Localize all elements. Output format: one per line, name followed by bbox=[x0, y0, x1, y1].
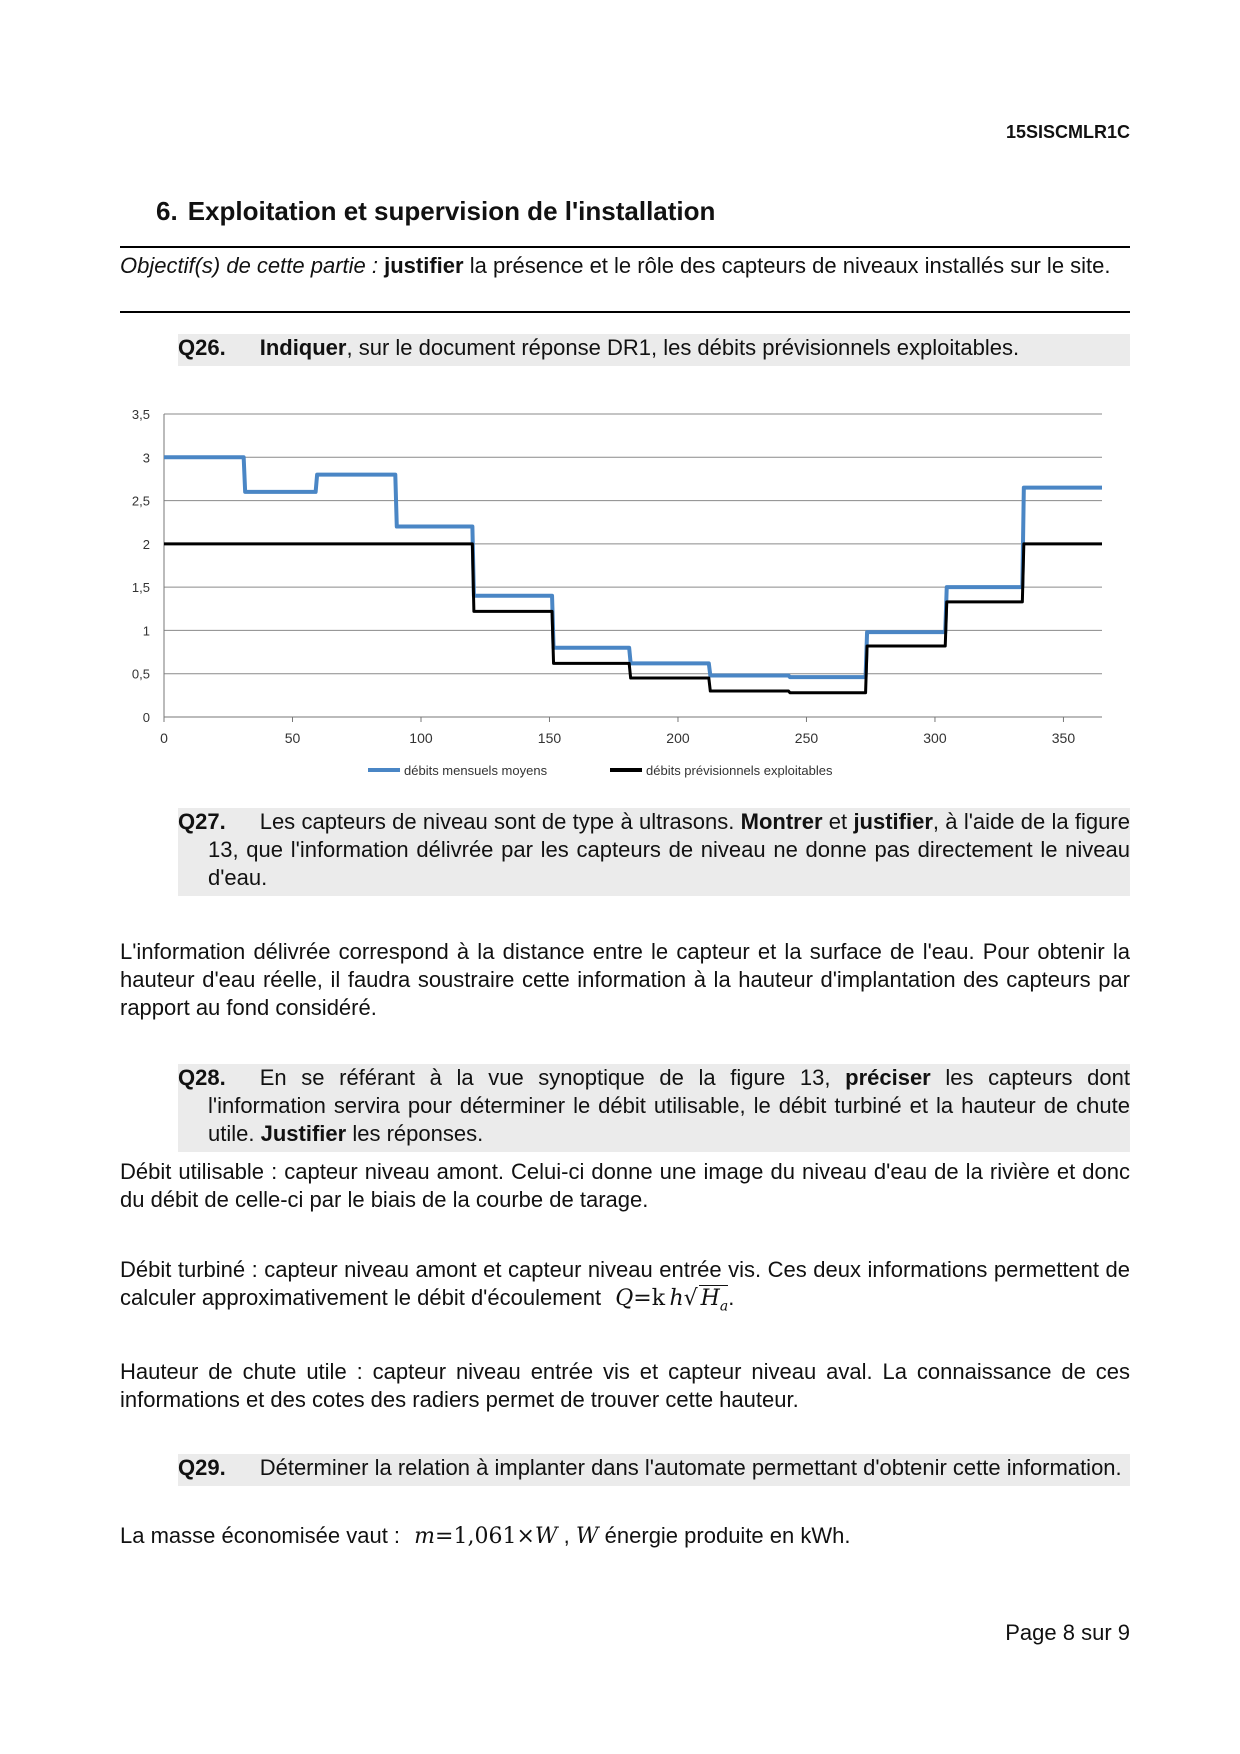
question-text: , à l'aide de la figure 13, que l'information délivrée par les capteurs de niveau ne donne pas directement le niveau d'eau. bbox=[208, 809, 1130, 890]
formula-symbol: Q bbox=[615, 1286, 634, 1311]
formula-symbol: H bbox=[700, 1286, 720, 1311]
answer-text: Débit turbiné : capteur niveau amont et capteur niveau entrée vis. Ces deux informations permettent de calculer approximativement le débit d'écoulement bbox=[120, 1257, 1130, 1310]
x-tick-label: 50 bbox=[284, 730, 301, 746]
question-verb: Indiquer bbox=[259, 335, 347, 360]
x-tick-label: 350 bbox=[1051, 730, 1076, 746]
formula-symbol: m bbox=[414, 1524, 436, 1549]
formula-end: . bbox=[728, 1285, 735, 1310]
question-q26 bbox=[178, 334, 1130, 366]
objective-verb: justifier bbox=[384, 253, 464, 278]
legend-label: débits prévisionnels exploitables bbox=[646, 763, 833, 778]
question-text: En se référant à la vue synoptique de la figure 13, bbox=[259, 1065, 831, 1090]
question-text: les réponses. bbox=[352, 1121, 484, 1146]
question-text: Déterminer la relation à implanter dans l'automate permettant d'obtenir cette information. bbox=[259, 1455, 1122, 1480]
x-tick-label: 250 bbox=[794, 730, 819, 746]
answer-q29 bbox=[120, 1522, 1130, 1551]
y-tick-label: 0 bbox=[142, 710, 150, 725]
page-number: Page 8 sur 9 bbox=[1005, 1620, 1130, 1645]
x-tick-label: 200 bbox=[666, 730, 690, 746]
objective-label: Objectif(s) de cette partie : bbox=[120, 253, 378, 278]
question-number: Q26. bbox=[178, 335, 226, 360]
question-verb: Justifier bbox=[260, 1121, 347, 1146]
question-text: Les capteurs de niveau sont de type à ultrasons. bbox=[259, 809, 735, 834]
question-q28 bbox=[178, 1064, 1130, 1152]
formula-symbol: × bbox=[516, 1524, 535, 1549]
legend-label: débits mensuels moyens bbox=[404, 763, 548, 778]
y-tick-label: 3,5 bbox=[131, 407, 150, 422]
y-tick-label: 2,5 bbox=[131, 493, 150, 509]
question-verb: justifier bbox=[853, 809, 933, 834]
question-text: , sur le document réponse DR1, les débits prévisionnels exploitables. bbox=[346, 335, 1020, 360]
formula-symbol: h bbox=[669, 1286, 684, 1311]
question-text: et bbox=[828, 809, 848, 834]
formula-subscript: a bbox=[719, 1298, 729, 1315]
formula-q: Q=k h√ $H_a$ bbox=[615, 1286, 729, 1315]
question-verb: préciser bbox=[845, 1065, 931, 1090]
series-line-debits-mensuels-moyens bbox=[164, 457, 1102, 677]
section-title-text: Exploitation et supervision de l'installation bbox=[187, 196, 716, 226]
document-code: 15SISCMLR1C bbox=[1005, 122, 1130, 142]
series-line-debits-previsionnels-exploitables bbox=[164, 544, 1102, 693]
question-number: Q28. bbox=[178, 1065, 226, 1090]
answer-q28-debit-turbine bbox=[120, 1256, 1130, 1320]
formula-symbol: =1,061 bbox=[435, 1524, 517, 1549]
answer-q28-debit-utilisable: Débit utilisable : capteur niveau amont. Celui-ci donne une image du niveau d'eau de la rivière et donc du débit de celle-ci par le biais de la courbe de tarage. bbox=[120, 1159, 1130, 1212]
formula-mass bbox=[414, 1524, 557, 1549]
formula-separator: , bbox=[563, 1523, 570, 1548]
divider-top bbox=[120, 246, 1130, 248]
answer-q27: L'information délivrée correspond à la distance entre le capteur et la surface de l'eau. Pour obtenir la hauteur d'eau réelle, il faudra soustraire cette information à la hauteur d'implantation des capteurs par rapport au fond considéré. bbox=[120, 939, 1130, 1020]
formula-symbol: W bbox=[534, 1524, 558, 1549]
formula-symbol: =k bbox=[633, 1286, 666, 1311]
chart bbox=[110, 400, 1110, 790]
x-tick-label: 300 bbox=[923, 730, 947, 746]
y-tick-label: 2 bbox=[142, 536, 150, 552]
objective-text: la présence et le rôle des capteurs de niveaux installés sur le site. bbox=[469, 253, 1111, 278]
answer-q28-hauteur-chute: Hauteur de chute utile : capteur niveau entrée vis et capteur niveau aval. La connaissance de ces informations et des cotes des radiers permet de trouver cette hauteur. bbox=[120, 1359, 1130, 1412]
objective bbox=[120, 252, 1130, 280]
question-q27 bbox=[178, 808, 1130, 896]
x-tick-label: 0 bbox=[160, 730, 168, 746]
section-number: 6. bbox=[156, 196, 178, 226]
question-number: Q29. bbox=[178, 1455, 226, 1480]
answer-tail: énergie produite en kWh. bbox=[604, 1523, 851, 1548]
divider-bottom bbox=[120, 311, 1130, 313]
question-number: Q27. bbox=[178, 809, 226, 834]
y-tick-label: 3 bbox=[142, 450, 150, 466]
y-tick-label: 0,5 bbox=[131, 666, 150, 682]
y-tick-label: 1,5 bbox=[131, 580, 150, 596]
formula-symbol: W bbox=[575, 1524, 599, 1549]
answer-lead: La masse économisée vaut : bbox=[120, 1523, 401, 1548]
question-q29 bbox=[178, 1454, 1130, 1486]
flow-chart bbox=[110, 400, 1110, 790]
section-title bbox=[156, 196, 715, 227]
x-tick-label: 150 bbox=[537, 730, 562, 746]
question-text: les capteurs dont l'information servira pour déterminer le débit utilisable, le débit turbiné et la hauteur de chute utile. bbox=[208, 1065, 1130, 1146]
question-verb: Montrer bbox=[740, 809, 823, 834]
x-tick-label: 100 bbox=[409, 730, 433, 746]
y-tick-label: 1 bbox=[142, 623, 150, 639]
